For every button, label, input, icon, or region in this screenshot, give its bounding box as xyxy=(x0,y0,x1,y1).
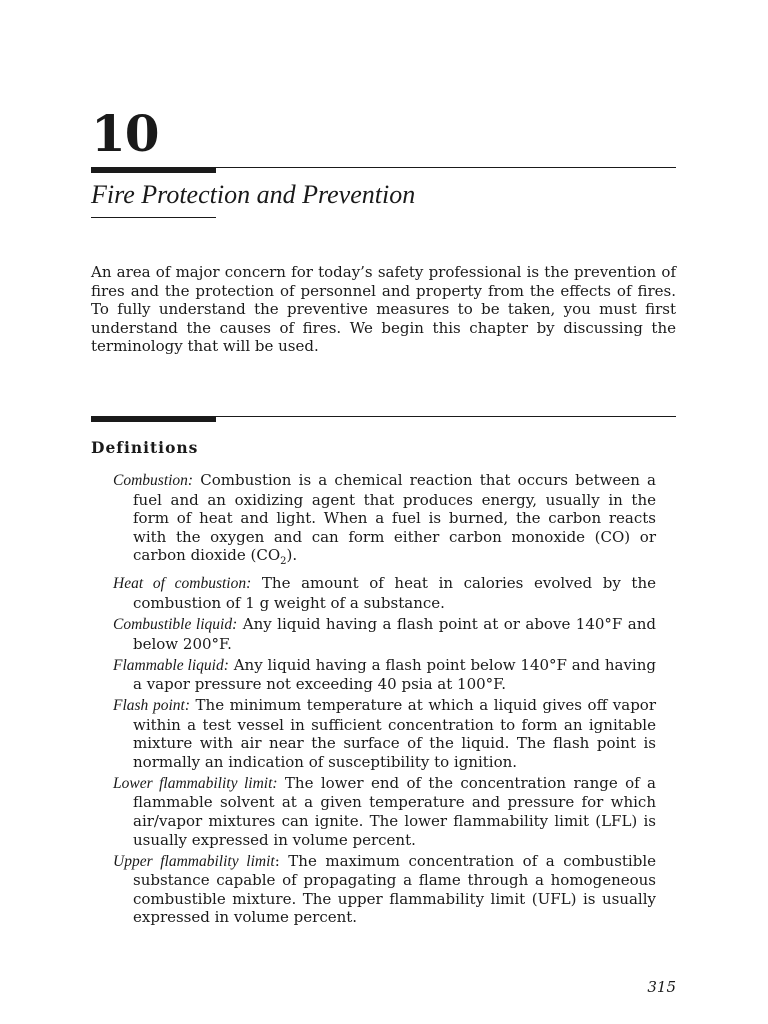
section-heading: Definitions xyxy=(91,438,199,457)
definitions-list xyxy=(113,471,656,929)
definition-item xyxy=(113,471,656,572)
definition-text: Combustion is a chemical reaction that occurs between a fuel and an oxidizing agent that produces energy, usually in the form of heat and light. When a fuel is burned, the carbon reacts with the oxygen and can form either carbon monoxide (CO) or carbon dioxide (CO xyxy=(133,471,656,565)
definition-term: Lower flammability limit: xyxy=(113,774,278,792)
definition-item xyxy=(113,656,656,694)
page-number: 315 xyxy=(647,978,676,996)
definition-item xyxy=(113,696,656,771)
chapter-rule-thick xyxy=(91,167,216,173)
definition-item xyxy=(113,852,656,927)
intro-paragraph: An area of major concern for today’s safety professional is the prevention of fires and the protection of personnel and property from the effects of fires. To fully understand the preventive measures to be taken, you must first understand the causes of fires. We begin this chapter by discussing the terminology that will be used. xyxy=(91,263,676,356)
definition-text: The lower end of the concentration range of a flammable solvent at a given temperature and pressure for which air/vapor mixtures can ignite. The lower flammability limit (LFL) is usually expressed in volume percent. xyxy=(133,773,656,849)
definition-term: Combustion: xyxy=(113,472,194,489)
definition-term: Flash point: xyxy=(113,697,190,715)
section-rule-thin xyxy=(216,416,676,417)
chapter-number: 10 xyxy=(91,104,159,163)
definition-item xyxy=(113,774,656,849)
chapter-title: Fire Protection and Prevention xyxy=(91,180,416,209)
definition-text: The minimum temperature at which a liquid gives off vapor within a test vessel in sufficient concentration to form an ignitable mixture with air near the surface of the liquid. The flash point is normally an indication of susceptibility to ignition. xyxy=(133,696,656,771)
definition-term: Combustible liquid: xyxy=(113,615,238,633)
definition-item xyxy=(113,574,656,612)
definition-text: The amount of heat in calories evolved by the combustion of 1 g weight of a substance. xyxy=(133,574,656,612)
definition-text-end: ). xyxy=(286,546,298,565)
definition-item xyxy=(113,615,656,653)
chapter-rule-thin xyxy=(216,167,676,168)
definition-text: Any liquid having a flash point at or above 140°F and below 200°F. xyxy=(133,614,656,653)
definition-term: Flammable liquid: xyxy=(113,656,229,674)
title-underline xyxy=(91,217,216,218)
definition-text: : The maximum concentration of a combustible substance capable of propagating a flame through a homogeneous combustible mixture. The upper flammability limit (UFL) is usually expressed in volume percent. xyxy=(133,851,656,927)
definition-term: Heat of combustion: xyxy=(113,575,252,593)
subscript: 2 xyxy=(280,556,287,568)
section-rule-thick xyxy=(91,416,216,422)
definition-text: Any liquid having a flash point below 140°F and having a vapor pressure not exceeding 40 psia at 100°F. xyxy=(133,655,656,694)
definition-term: Upper flammability limit xyxy=(113,852,275,870)
